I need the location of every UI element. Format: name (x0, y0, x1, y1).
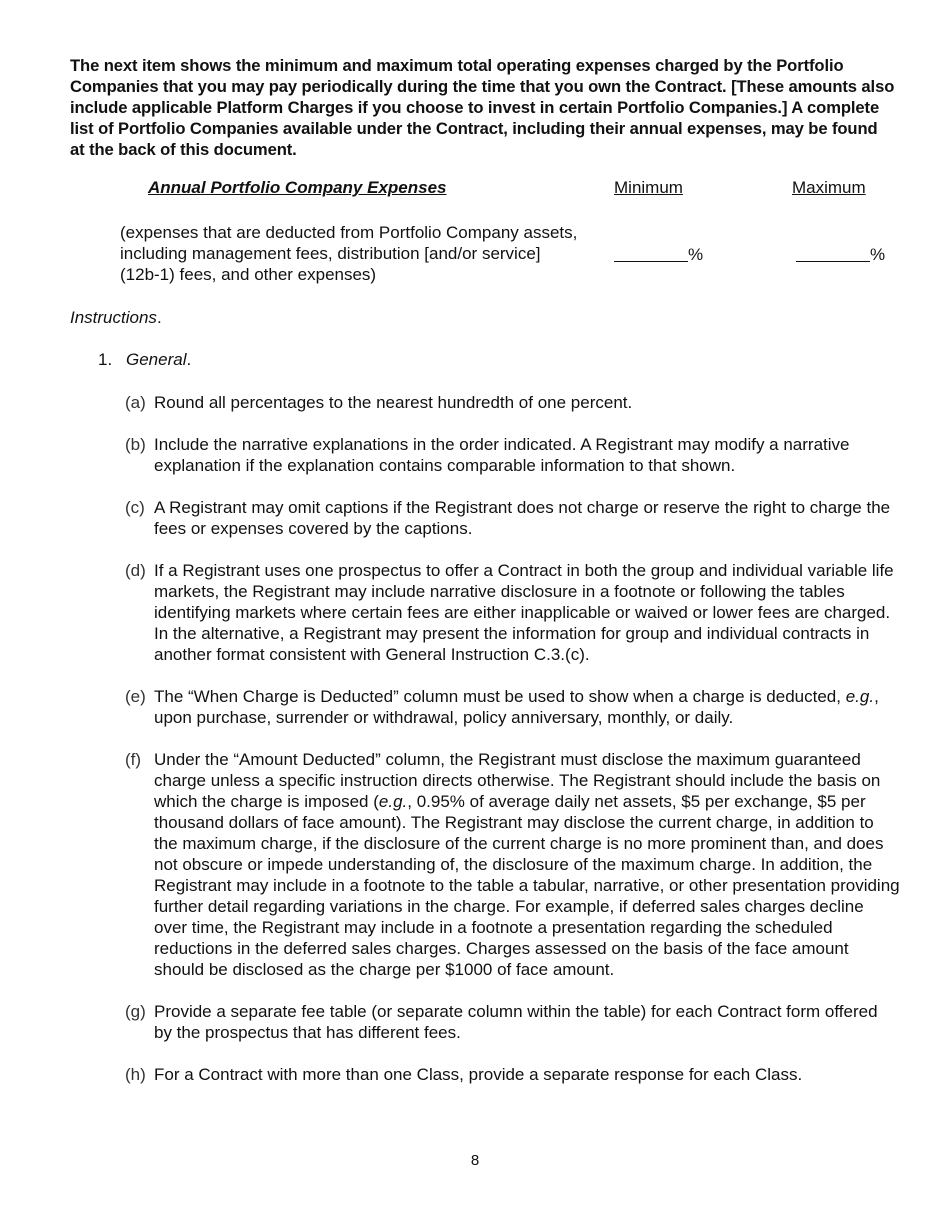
item-marker: (f) (125, 750, 142, 769)
item-text: If a Registrant uses one prospectus to offer a Contract in both the group and individual variable life markets, the Registrant may include narrative disclosure in a footnote or following the tables identifying markets where certain fees are either inapplicable or waived or lower fees are charged. In the alternative, a Registrant may present the information for group and individual contracts in another format consistent with General Instruction C.3.(c). (154, 561, 894, 664)
instructions-label: Instructions (70, 308, 157, 327)
list-item-d (125, 560, 900, 665)
item-text-after: , 0.95% of average daily net assets, $5 per exchange, $5 per thousand dollars of face amount). The Registrant may disclose the current charge, in addition to the maximum charge, if the disclosure of the current charge is no more prominent than, and does not obscure or impede understanding of, the disclosure of the maximum charge. In addition, the Registrant may include in a footnote to the table a tabular, narrative, or other presentation providing further detail regarding variations in the charge. For example, if deferred sales charges decline over time, the Registrant may include in a footnote a presentation regarding the scheduled reductions in the deferred sales charges. Charges assessed on the basis of the face amount should be disclosed as the charge per $1000 of face amount. (154, 792, 900, 979)
item-text: For a Contract with more than one Class, provide a separate response for each Class. (154, 1065, 803, 1084)
item-text: A Registrant may omit captions if the Registrant does not charge or reserve the right to charge the fees or expenses covered by the captions. (154, 498, 891, 538)
item-text: Include the narrative explanations in the order indicated. A Registrant may modify a narrative explanation if the explanation contains comparable information to that shown. (154, 435, 850, 475)
item-marker: (g) (125, 1002, 146, 1021)
list-item-c (125, 497, 900, 539)
maximum-blank-line (796, 244, 870, 262)
general-label: General (126, 350, 187, 369)
item-marker: (c) (125, 498, 145, 517)
instruction-list (125, 392, 900, 1106)
column-header-maximum: Maximum (792, 178, 866, 197)
item-text: Round all percentages to the nearest hundredth of one percent. (154, 393, 633, 412)
item-marker: (b) (125, 435, 146, 454)
item-text-before: Under the “Amount Deducted” column, the Registrant must disclose the maximum guaranteed charge unless a specific instruction directs otherwise. The Registrant should include the basis on which the charge is imposed ( (154, 750, 881, 811)
intro-paragraph: The next item shows the minimum and maximum total operating expenses charged by the Portfolio Companies that you may pay periodically during the time that you own the Contract. [These amounts also include applicable Platform Charges if you choose to invest in certain Portfolio Companies.] A complete list of Portfolio Companies available under the Contract, including their annual expenses, may be found at the back of this document. (70, 56, 895, 159)
item-text (154, 749, 900, 980)
list-item-g (125, 1001, 900, 1043)
item-marker: (h) (125, 1065, 146, 1084)
instructions-heading (70, 308, 162, 328)
table-title: Annual Portfolio Company Expenses (148, 178, 447, 197)
maximum-percent-sign: % (870, 245, 886, 264)
item-text (154, 686, 900, 728)
item-marker: (e) (125, 687, 146, 706)
general-period: . (186, 350, 192, 369)
item-text-italic: e.g. (378, 792, 408, 811)
item-text-before: The “When Charge is Deducted” column must be used to show when a charge is deducted, (154, 687, 846, 706)
list-item-h (125, 1064, 900, 1085)
item-marker: (a) (125, 393, 146, 412)
general-number: 1. (98, 350, 113, 369)
column-header-minimum: Minimum (614, 178, 683, 197)
item-text-italic: e.g. (845, 687, 875, 706)
maximum-blank (796, 244, 885, 265)
expense-description: (expenses that are deducted from Portfolio Company assets, including management fees, distribution [and/or service] (12b-1) fees, and other expenses) (120, 223, 578, 284)
minimum-percent-sign: % (688, 245, 704, 264)
list-item-e (125, 686, 900, 728)
item-text-after: , upon purchase, surrender or withdrawal, policy anniversary, monthly, or daily. (154, 687, 879, 727)
item-marker: (d) (125, 561, 146, 580)
list-item-b (125, 434, 900, 476)
minimum-blank (614, 244, 703, 265)
instructions-period: . (156, 308, 162, 327)
item-text: Provide a separate fee table (or separate column within the table) for each Contract form offered by the prospectus that has different fees. (154, 1002, 878, 1042)
page-number: 8 (470, 1152, 480, 1169)
general-heading (98, 350, 191, 370)
list-item-a (125, 392, 900, 413)
list-item-f (125, 749, 900, 980)
minimum-blank-line (614, 244, 688, 262)
